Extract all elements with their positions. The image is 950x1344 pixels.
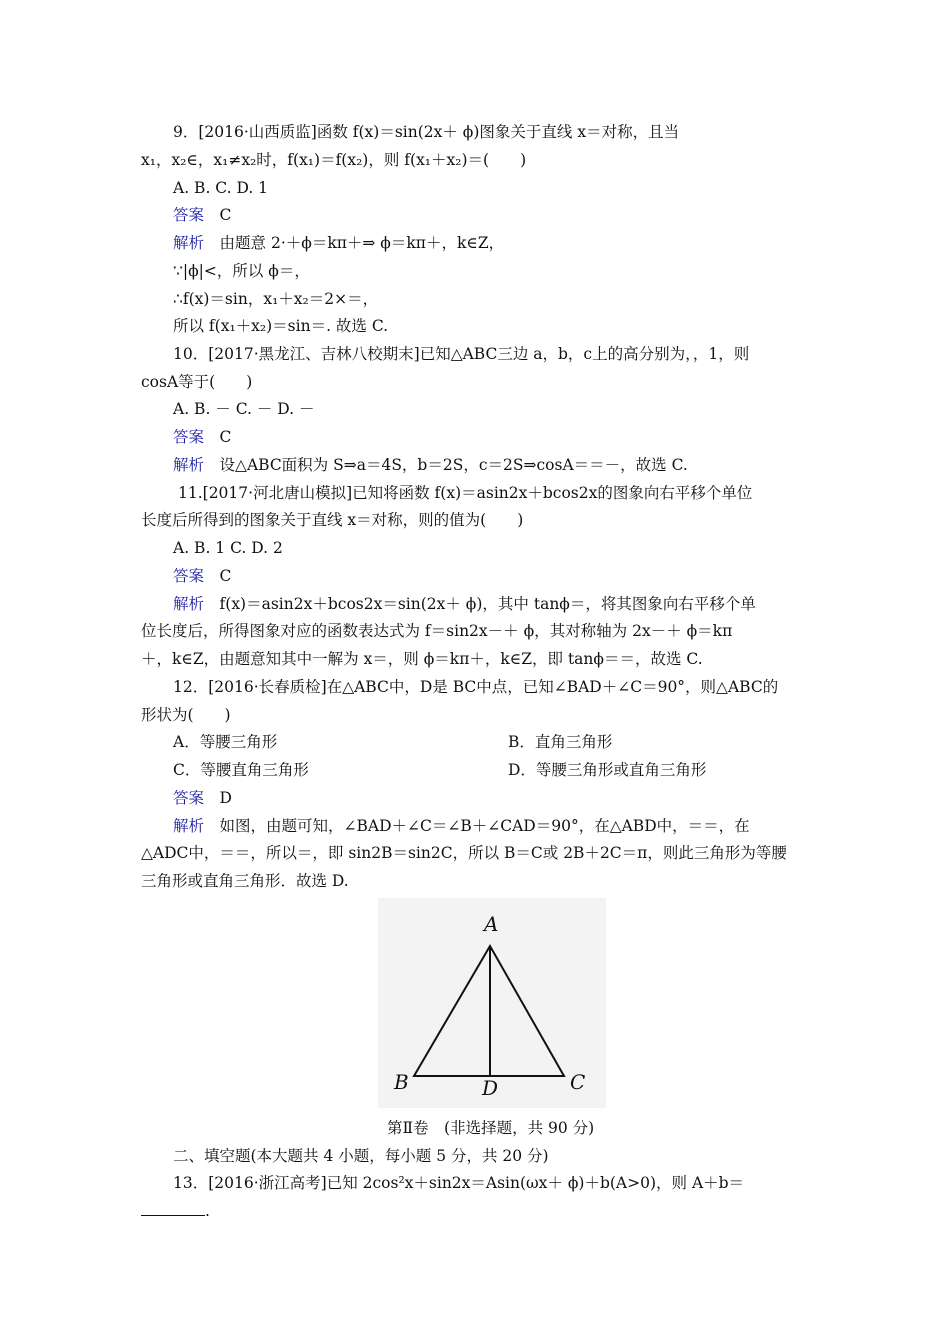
q12-options-row1: A．等腰三角形 B．直角三角形	[173, 733, 613, 751]
q9-line2: x₁，x₂∈，x₁≠x₂时，f(x₁)＝f(x₂)，则 f(x₁＋x₂)＝( )	[141, 151, 527, 169]
answer-blank	[141, 1201, 205, 1216]
q12-answer: 答案 D	[173, 789, 232, 807]
q10-line1: 10．[2017·黑龙江、吉林八校期末]已知△ABC三边 a，b，c上的高分别为，，1，则	[173, 345, 750, 363]
q12-line2: 形状为( )	[141, 706, 231, 724]
q11-answer: 答案 C	[173, 567, 232, 585]
q13-line1: 13．[2016·浙江高考]已知 2cos²x＋sin2x＝Asin(ωx＋ ϕ)＋b(A>0)，则 A＋b＝	[173, 1174, 745, 1192]
q11-solution-line3: ＋，k∈Z，由题意知其中一解为 x＝，则 ϕ＝kπ＋，k∈Z，即 tanϕ＝＝，故选 C.	[141, 650, 703, 668]
vertex-label-c: C	[570, 1070, 586, 1094]
q9-line1: 9．[2016·山西质监]函数 f(x)＝sin(2x＋ ϕ)图象关于直线 x＝对称，且当	[173, 123, 680, 141]
triangle-diagram	[378, 898, 606, 1108]
q11-line1: 11.[2017·河北唐山模拟]已知将函数 f(x)＝asin2x＋bcos2x的图象向右平移个单位	[178, 484, 753, 502]
q12-line1: 12．[2016·长春质检]在△ABC中，D是 BC中点，已知∠BAD＋∠C＝90°，则△ABC的	[173, 678, 779, 696]
q12-solution-line2: △ADC中，＝＝，所以＝，即 sin2B＝sin2C，所以 B＝C或 2B＋2C＝π，则此三角形为等腰	[141, 844, 787, 862]
q9-solution-line4: 所以 f(x₁＋x₂)＝sin＝. 故选 C.	[173, 317, 389, 335]
section-title: 第Ⅱ卷 (非选择题，共 90 分)	[387, 1119, 595, 1137]
answer-label: 答案	[173, 428, 205, 446]
q9-solution-line2: ∵|ϕ|<，所以 ϕ＝，	[173, 262, 310, 280]
q11-options: A. B. 1 C. D. 2	[173, 539, 283, 557]
q12-options-row2: C．等腰直角三角形 D．等腰三角形或直角三角形	[173, 761, 707, 779]
answer-label: 答案	[173, 567, 205, 585]
q10-line2: cosA等于( )	[141, 373, 253, 391]
q11-solution-line1: 解析 f(x)＝asin2x＋bcos2x＝sin(2x＋ ϕ)，其中 tanϕ＝，将其图象向右平移个单	[173, 595, 756, 613]
q12-solution-line1: 解析 如图，由题可知，∠BAD＋∠C＝∠B＋∠CAD＝90°，在△ABD中，＝＝，在	[173, 817, 750, 835]
q13-line2: .	[141, 1200, 210, 1222]
vertex-label-a: A	[484, 912, 499, 936]
vertex-label-d: D	[482, 1076, 499, 1100]
q11-line2: 长度后所得到的图象关于直线 x＝对称，则的值为( )	[141, 511, 524, 529]
q10-answer: 答案 C	[173, 428, 232, 446]
answer-label: 答案	[173, 789, 205, 807]
solution-label: 解析	[173, 234, 205, 252]
q11-solution-line2: 位长度后，所得图象对应的函数表达式为 f＝sin2x－＋ ϕ，其对称轴为 2x－＋ ϕ＝kπ	[141, 622, 733, 640]
triangle-figure	[378, 898, 606, 1108]
answer-label: 答案	[173, 206, 205, 224]
section-heading: 二、填空题(本大题共 4 小题，每小题 5 分，共 20 分)	[173, 1147, 549, 1165]
q9-options: A. B. C. D. 1	[173, 179, 269, 197]
solution-label: 解析	[173, 456, 205, 474]
q9-solution-line1: 解析 由题意 2·＋ϕ＝kπ＋⇒ ϕ＝kπ＋，k∈Z，	[173, 234, 505, 252]
q10-options: A. B. － C. － D. －	[173, 400, 315, 418]
solution-label: 解析	[173, 595, 205, 613]
q12-solution-line3: 三角形或直角三角形．故选 D.	[141, 872, 349, 890]
vertex-label-b: B	[394, 1070, 409, 1094]
q9-solution-line3: ∴f(x)＝sin，x₁＋x₂＝2×＝，	[173, 290, 379, 308]
q9-answer: 答案 C	[173, 206, 232, 224]
q10-solution: 解析 设△ABC面积为 S⇒a＝4S，b＝2S，c＝2S⇒cosA＝＝－，故选 C.	[173, 456, 688, 474]
solution-label: 解析	[173, 817, 205, 835]
